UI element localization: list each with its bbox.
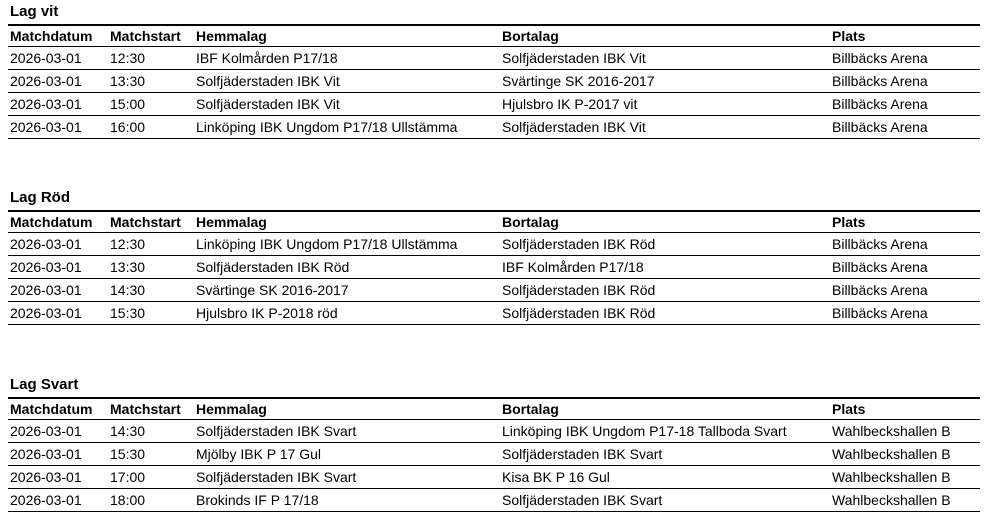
cell-place: Wahlbeckshallen B: [832, 492, 951, 508]
cell-home-team: Hjulsbro IK P-2018 röd: [196, 305, 338, 321]
header-matchstart: Matchstart: [110, 214, 181, 230]
header-plats: Plats: [832, 28, 866, 44]
table-row: [8, 47, 980, 70]
cell-away-team: Solfjäderstaden IBK Vit: [502, 119, 646, 135]
header-bortalag: Bortalag: [502, 401, 559, 417]
cell-place: Wahlbeckshallen B: [832, 446, 951, 462]
cell-date: 2026-03-01: [10, 492, 82, 508]
cell-time: 12:30: [110, 236, 146, 252]
table-row: [8, 116, 980, 139]
table-row: [8, 302, 980, 325]
header-plats: Plats: [832, 214, 866, 230]
section-lag-vit: [8, 0, 980, 139]
cell-away-team: Solfjäderstaden IBK Svart: [502, 492, 663, 508]
cell-date: 2026-03-01: [10, 423, 82, 439]
section-title: Lag Svart: [10, 376, 79, 393]
cell-place: Billbäcks Arena: [832, 119, 928, 135]
cell-place: Wahlbeckshallen B: [832, 423, 951, 439]
cell-place: Billbäcks Arena: [832, 73, 928, 89]
cell-home-team: Mjölby IBK P 17 Gul: [196, 446, 322, 462]
cell-home-team: Linköping IBK Ungdom P17/18 Ullstämma: [196, 236, 458, 252]
table-row: [8, 420, 980, 443]
cell-date: 2026-03-01: [10, 259, 82, 275]
cell-place: Billbäcks Arena: [832, 236, 928, 252]
table-header: [8, 210, 980, 233]
table-row: [8, 443, 980, 466]
cell-away-team: Solfjäderstaden IBK Vit: [502, 50, 646, 66]
cell-place: Billbäcks Arena: [832, 50, 928, 66]
cell-date: 2026-03-01: [10, 50, 82, 66]
header-bortalag: Bortalag: [502, 214, 559, 230]
cell-home-team: Solfjäderstaden IBK Svart: [196, 423, 357, 439]
header-plats: Plats: [832, 401, 866, 417]
table-row: [8, 256, 980, 279]
section-lag-svart: [8, 373, 980, 512]
header-hemmalag: Hemmalag: [196, 214, 267, 230]
cell-date: 2026-03-01: [10, 446, 82, 462]
header-matchstart: Matchstart: [110, 401, 181, 417]
cell-place: Wahlbeckshallen B: [832, 469, 951, 485]
header-matchdatum: Matchdatum: [10, 214, 93, 230]
cell-home-team: Brokinds IF P 17/18: [196, 492, 319, 508]
cell-date: 2026-03-01: [10, 96, 82, 112]
cell-place: Billbäcks Arena: [832, 259, 928, 275]
section-title: Lag vit: [10, 3, 59, 20]
cell-time: 16:00: [110, 119, 146, 135]
cell-home-team: Svärtinge SK 2016-2017: [196, 282, 349, 298]
cell-time: 17:00: [110, 469, 146, 485]
table-header: [8, 24, 980, 47]
cell-date: 2026-03-01: [10, 236, 82, 252]
table-row: [8, 466, 980, 489]
cell-date: 2026-03-01: [10, 305, 82, 321]
cell-time: 15:30: [110, 305, 146, 321]
cell-away-team: Solfjäderstaden IBK Röd: [502, 305, 656, 321]
cell-date: 2026-03-01: [10, 469, 82, 485]
cell-time: 15:30: [110, 446, 146, 462]
table-row: [8, 70, 980, 93]
cell-away-team: Svärtinge SK 2016-2017: [502, 73, 655, 89]
header-matchdatum: Matchdatum: [10, 401, 93, 417]
header-hemmalag: Hemmalag: [196, 28, 267, 44]
header-matchdatum: Matchdatum: [10, 28, 93, 44]
table-row: [8, 489, 980, 512]
cell-time: 13:30: [110, 259, 146, 275]
cell-away-team: Linköping IBK Ungdom P17-18 Tallboda Svart: [502, 423, 787, 439]
cell-time: 14:30: [110, 282, 146, 298]
cell-home-team: IBF Kolmården P17/18: [196, 50, 338, 66]
table-row: [8, 279, 980, 302]
cell-date: 2026-03-01: [10, 282, 82, 298]
table-header: [8, 397, 980, 420]
cell-time: 13:30: [110, 73, 146, 89]
cell-home-team: Linköping IBK Ungdom P17/18 Ullstämma: [196, 119, 458, 135]
header-matchstart: Matchstart: [110, 28, 181, 44]
cell-home-team: Solfjäderstaden IBK Svart: [196, 469, 357, 485]
cell-date: 2026-03-01: [10, 119, 82, 135]
cell-place: Billbäcks Arena: [832, 282, 928, 298]
cell-away-team: IBF Kolmården P17/18: [502, 259, 644, 275]
cell-time: 18:00: [110, 492, 146, 508]
cell-time: 14:30: [110, 423, 146, 439]
cell-away-team: Solfjäderstaden IBK Röd: [502, 282, 656, 298]
header-bortalag: Bortalag: [502, 28, 559, 44]
cell-date: 2026-03-01: [10, 73, 82, 89]
cell-away-team: Kisa BK P 16 Gul: [502, 469, 610, 485]
cell-away-team: Hjulsbro IK P-2017 vit: [502, 96, 638, 112]
cell-home-team: Solfjäderstaden IBK Vit: [196, 73, 340, 89]
cell-away-team: Solfjäderstaden IBK Svart: [502, 446, 663, 462]
cell-time: 12:30: [110, 50, 146, 66]
table-row: [8, 93, 980, 116]
cell-home-team: Solfjäderstaden IBK Röd: [196, 259, 350, 275]
section-title: Lag Röd: [10, 189, 70, 206]
cell-home-team: Solfjäderstaden IBK Vit: [196, 96, 340, 112]
cell-time: 15:00: [110, 96, 146, 112]
cell-place: Billbäcks Arena: [832, 96, 928, 112]
cell-away-team: Solfjäderstaden IBK Röd: [502, 236, 656, 252]
cell-place: Billbäcks Arena: [832, 305, 928, 321]
header-hemmalag: Hemmalag: [196, 401, 267, 417]
section-lag-rod: [8, 186, 980, 325]
table-row: [8, 233, 980, 256]
